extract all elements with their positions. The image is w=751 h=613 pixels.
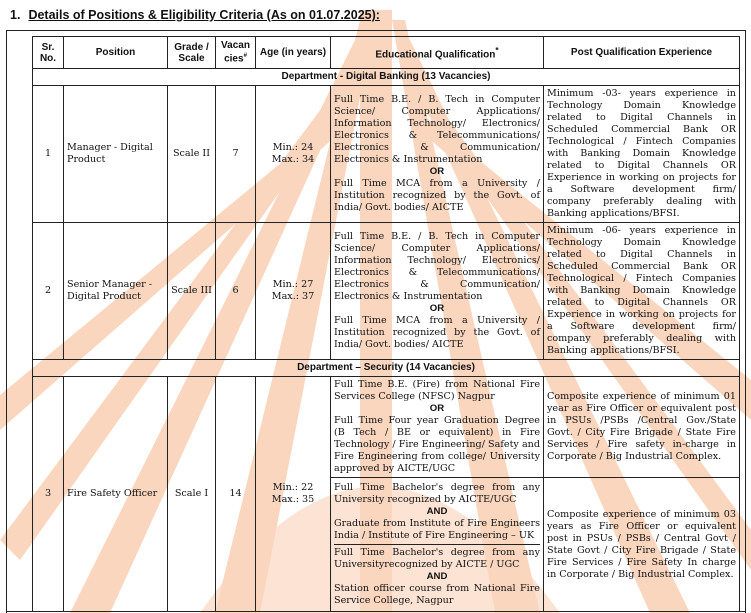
header-sr: Sr. No.: [33, 37, 64, 69]
cell-grade: Scale I: [168, 377, 216, 612]
header-vacancies-mark: #: [243, 53, 247, 60]
education-option-d: [334, 544, 540, 609]
education-and: AND: [426, 506, 448, 517]
cell-experience: Minimum -06- years experience in Technology Domain Knowledge related to Digital Channels in Scheduled Commercial Bank OR Technological / Fintech Companies with Banking Domain Knowledge related to Digital Channels OR Experience in working on projects for a Software development firm/ company preferably dealing with Banking applications/BFSI.: [544, 223, 740, 360]
cell-experience: Composite experience of minimum 03 years as Fire Officer or equivalent post in PSUs / PSBs / Central Govt / State Govt / City Fire Brigade / State Fire Services / Fire Safety In charge in Corporate / Big Industrial Complex.: [544, 478, 740, 612]
header-experience: Post Qualification Experience: [544, 37, 740, 69]
education-additional: Graduate from Institute of Fire Engineers India / Institute of Fire Engineering – UK: [334, 518, 540, 541]
cell-vacancies: 6: [216, 223, 256, 360]
section-title: Details of Positions & Eligibility Criteria (As on 01.07.2025):: [28, 8, 380, 22]
table-row: [33, 223, 740, 360]
education-or: OR: [429, 166, 445, 177]
cell-experience: Minimum -03- years experience in Technology Domain Knowledge related to Digital Channels in Scheduled Commercial Bank OR Technological / Fintech Companies with Banking Domain Knowledge related to Digital Channels OR Experience in working on projects for a Software development firm/ company preferably dealing with Banking applications/BFSI.: [544, 86, 740, 223]
header-grade: Grade / Scale: [168, 37, 216, 69]
department-row: [33, 69, 740, 86]
cell-sr: 3: [33, 377, 64, 612]
education-or: OR: [429, 403, 445, 414]
table-row: [33, 377, 740, 478]
cell-position: Senior Manager - Digital Product: [64, 223, 168, 360]
cell-position: Fire Safety Officer: [64, 377, 168, 612]
education-and: AND: [426, 571, 448, 582]
cell-vacancies: 7: [216, 86, 256, 223]
department-name: Department - Digital Banking (13 Vacancies): [33, 69, 740, 86]
education-option-a: Full Time B.E. (Fire) from National Fire Services College (NFSC) Nagpur: [334, 379, 540, 402]
education-option-b: Full Time MCA from a University / Institution recognized by the Govt. of India/ Govt. bodies/ AICTE: [334, 178, 540, 213]
age-min: Min.: 24: [272, 142, 314, 153]
cell-vacancies: 14: [216, 377, 256, 612]
header-age: Age (in years): [256, 37, 331, 69]
header-position: Position: [64, 37, 168, 69]
section-heading: [10, 8, 380, 22]
cell-education: [331, 223, 544, 360]
cell-age: [256, 86, 331, 223]
education-option-a: Full Time B.E. / B. Tech in Computer Science/ Computer Applications/ Information Technology/ Electronics/ Electronics & Telecommunications/ Electronics & Communication/ Electronics & Instrumentation: [334, 231, 540, 302]
header-education-label: Educational Qualification: [375, 49, 496, 61]
age-max: Max.: 34: [271, 154, 315, 165]
education-degree: Full Time Bachelor's degree from any University recognized by AICTE/UGC: [334, 482, 540, 505]
eligibility-table: [32, 36, 740, 612]
cell-sr: 2: [33, 223, 64, 360]
cell-age: [256, 377, 331, 612]
education-or: OR: [429, 303, 445, 314]
education-option-a: Full Time B.E. / B. Tech in Computer Science/ Computer Applications/ Information Technology/ Electronics/ Electronics & Telecommunications/ Electronics & Communication/ Electronics & Instrumentation: [334, 94, 540, 165]
table-row: [33, 86, 740, 223]
frame-bottom-line: [6, 611, 746, 612]
education-additional: Station officer course from National Fire Service College, Nagpur: [334, 583, 540, 606]
cell-education: [331, 478, 544, 612]
department-name: Department – Security (14 Vacancies): [33, 360, 740, 377]
cell-sr: 1: [33, 86, 64, 223]
header-row: [33, 37, 740, 69]
age-min: Min.: 22: [272, 482, 314, 493]
age-max: Max.: 35: [271, 494, 315, 505]
header-vacancies-label: Vacan cies: [221, 40, 250, 65]
education-degree: Full Time Bachelor's degree from any Universityrecognized by AICTE / UGC: [334, 547, 540, 570]
education-option-c: [334, 480, 540, 544]
header-vacancies: [216, 37, 256, 69]
cell-experience: Composite experience of minimum 01 year as Fire Officer or equivalent post in PSUs /PSBs /Central Gov./State Govt. / City Fire Brigade / State Fire Services / Fire safety in-charge in Corporate / Big Industrial Complex.: [544, 377, 740, 478]
age-min: Min.: 27: [272, 279, 314, 290]
department-row: [33, 360, 740, 377]
cell-grade: Scale II: [168, 86, 216, 223]
education-option-b: Full Time MCA from a University / Institution recognized by the Govt. of India/ Govt. bodies/ AICTE: [334, 315, 540, 350]
cell-age: [256, 223, 331, 360]
cell-grade: Scale III: [168, 223, 216, 360]
cell-education: [331, 377, 544, 478]
header-education: [331, 37, 544, 69]
header-education-mark: *: [495, 44, 499, 55]
section-number: 1.: [10, 8, 21, 22]
age-max: Max.: 37: [271, 291, 315, 302]
cell-position: Manager - Digital Product: [64, 86, 168, 223]
cell-education: [331, 86, 544, 223]
education-option-b: Full Time Four year Graduation Degree (B Tech / BE or equivalent) in Fire Technology / Fire Engineering/ Safety and Fire Engineering from college/ University approved by AICTE/UGC: [334, 415, 540, 474]
